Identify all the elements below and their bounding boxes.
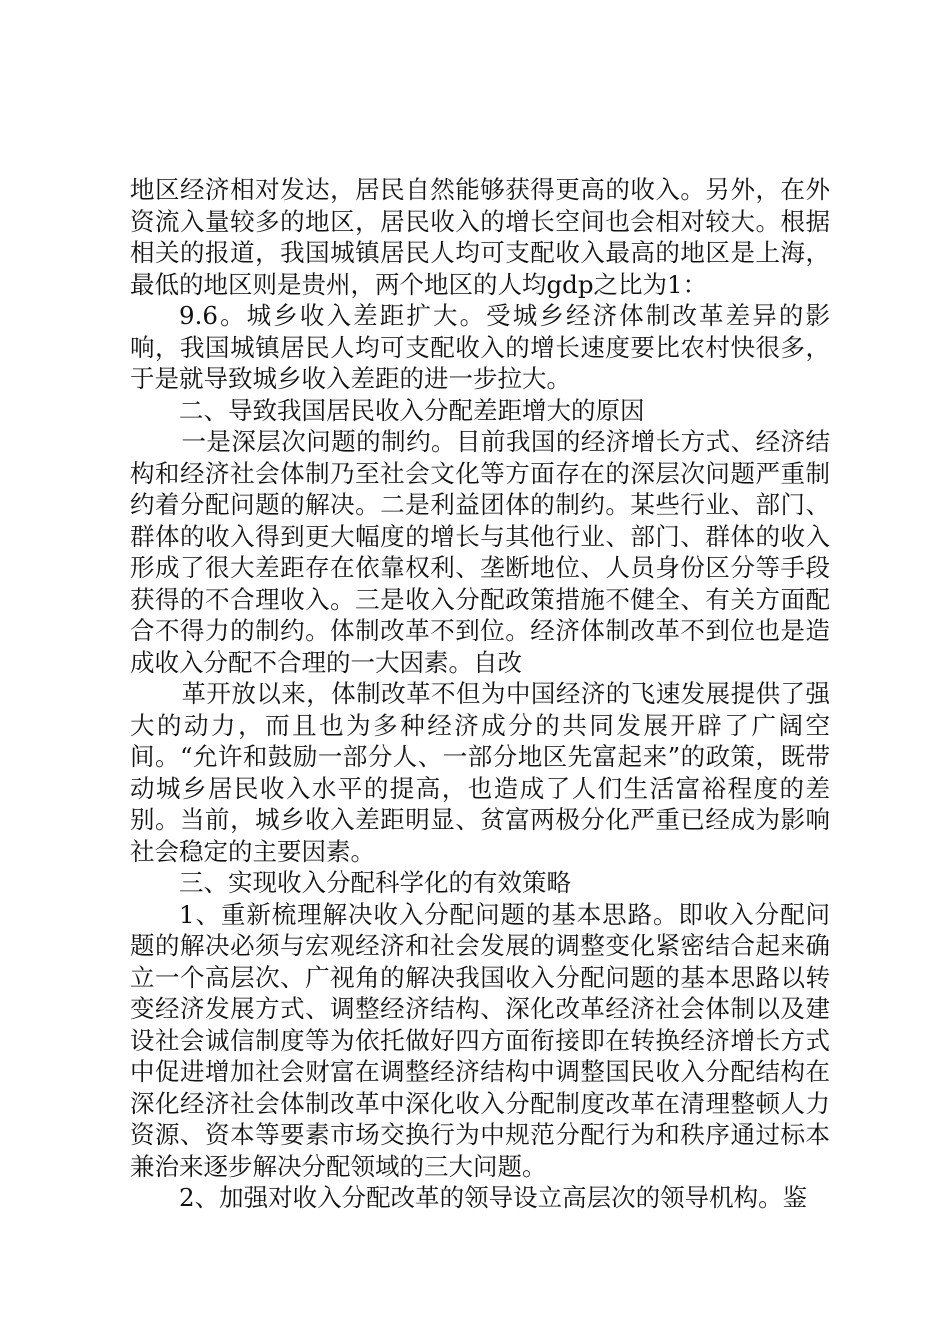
document-body [130,174,830,1214]
paragraph-3: 一是深层次问题的制约。目前我国的经济增长方式、经济结构和经济社会体制乃至社会文化等方面存在的深层次问题严重制约着分配问题的解决。二是利益团体的制约。某些行业、部门、群体的收入得到更大幅度的增长与其他行业、部门、群体的收入形成了很大差距存在依靠权利、垄断地位、人员身份区分等手段获得的不合理收入。三是收入分配政策措施不健全、有关方面配合不得力的制约。体制改革不到位。经济体制改革不到位也是造成收入分配不合理的一大因素。自改 [130,427,830,677]
paragraph-6: 2、加强对收入分配改革的领导设立高层次的领导机构。鉴 [179,1183,808,1212]
paragraph-2: 9.6。城乡收入差距扩大。受城乡经济体制改革差异的影响，我国城镇居民人均可支配收入的增长速度要比农村快很多，于是就导致城乡收入差距的进一步拉大。 [130,301,830,393]
paragraph-1: 地区经济相对发达，居民自然能够获得更高的收入。另外，在外资流入量较多的地区，居民收入的增长空间也会相对较大。根据相关的报道，我国城镇居民人均可支配收入最高的地区是上海，最低的地区则是贵州，两个地区的人均gdp之比为1： [130,175,830,299]
paragraph-4: 革开放以来，体制改革不但为中国经济的飞速发展提供了强大的动力，而且也为多种经济成分的共同发展开辟了广阔空间。“允许和鼓励一部分人、一部分地区先富起来”的政策，既带动城乡居民收入水平的提高，也造成了人们生活富裕程度的差别。当前，城乡收入差距明显、贫富两极分化严重已经成为影响社会稳定的主要因素。 [130,679,830,866]
section-heading-2: 二、导致我国居民收入分配差距增大的原因 [179,395,645,425]
section-heading-3: 三、实现收入分配科学化的有效策略 [179,868,571,897]
paragraph-5: 1、重新梳理解决收入分配问题的基本思路。即收入分配问题的解决必须与宏观经济和社会发展的调整变化紧密结合起来确立一个高层次、广视角的解决我国收入分配问题的基本思路以转变经济发展方式、调整经济结构、深化改革经济社会体制以及建设社会诚信制度等为依托做好四方面衔接即在转换经济增长方式中促进增加社会财富在调整经济结构中调整国民收入分配结构在深化经济社会体制改革中深化收入分配制度改革在清理整顿人力资源、资本等要素市场交换行为中规范分配行为和秩序通过标本兼治来逐步解决分配领域的三大问题。 [130,899,830,1181]
